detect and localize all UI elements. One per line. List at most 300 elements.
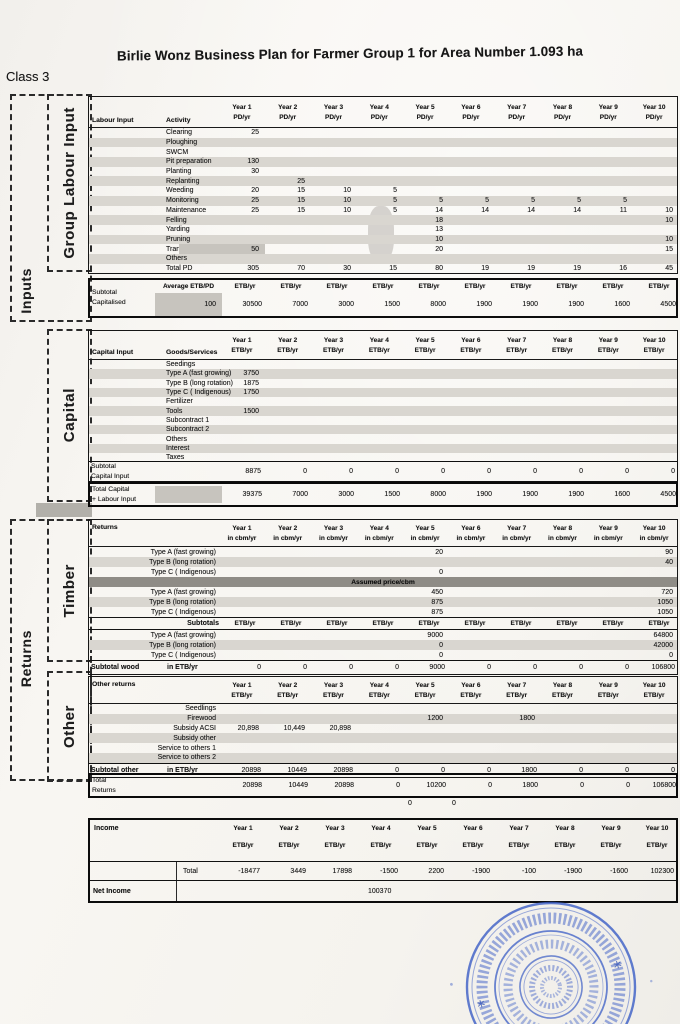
value-cell: 10449	[287, 766, 307, 774]
value-cell: 0	[579, 468, 583, 475]
other-returns-header	[89, 677, 677, 704]
table-row	[89, 167, 677, 177]
value-cell: -1600	[610, 867, 628, 875]
capital-box	[47, 329, 92, 502]
unit-cell: ETB/yr	[234, 283, 256, 290]
cell: 5	[531, 197, 535, 205]
cell: 1200	[427, 715, 443, 723]
value-cell: 0	[349, 468, 353, 475]
value-cell: 0	[625, 766, 629, 774]
year-header: Year 10 PD/yr	[642, 104, 666, 121]
year-header: Year 6 ETB/yr	[460, 337, 482, 354]
value-cell: 0	[441, 468, 445, 475]
subtotal-label: Subtotal	[92, 289, 117, 297]
year-header: Year 7 in cbm/yr	[502, 525, 532, 542]
row-label: Firewood	[187, 715, 216, 723]
cell: 10	[343, 187, 351, 195]
cell: 25	[251, 197, 259, 205]
table-row	[89, 186, 677, 196]
value-cell: -1500	[380, 867, 398, 875]
table-row	[89, 704, 677, 714]
table-row	[89, 157, 677, 167]
cell: 5	[393, 197, 397, 205]
returns-year-headers	[219, 520, 677, 546]
year-header: Year 9	[601, 825, 621, 832]
row-label: Type A (fast growing)	[150, 631, 216, 639]
year-header: Year 3	[325, 825, 345, 832]
row-label: Type B (long rotation)	[149, 558, 216, 566]
table-row	[89, 724, 677, 734]
value-cell: 1900	[522, 301, 538, 308]
labour-rows	[89, 128, 677, 273]
cell: 20	[251, 187, 259, 195]
table-row	[89, 650, 677, 660]
value-cell: 1800	[521, 766, 537, 774]
unit-cell: ETB/yr	[510, 283, 532, 290]
value-cell: 0	[671, 766, 675, 774]
unit-cell: ETB/yr	[554, 842, 576, 849]
value-cell: 4500	[660, 491, 676, 498]
value-cell: 1500	[384, 491, 400, 498]
unit-cell: ETB/yr	[416, 842, 438, 849]
value-cell: 1900	[476, 491, 492, 498]
capital-subtotal-row	[88, 461, 678, 482]
capital-col-header: Capital Input	[92, 349, 134, 356]
value-cell: 0	[487, 766, 491, 774]
capital-header	[89, 331, 677, 360]
unit-cell: ETB/yr	[370, 842, 392, 849]
year-header: Year 7 ETB/yr	[506, 682, 528, 699]
unit-cell: ETB/yr	[646, 842, 668, 849]
year-header: Year 10	[645, 825, 669, 832]
cell: 3750	[243, 370, 259, 378]
value-cell: 0	[349, 664, 353, 671]
cell: 19	[573, 264, 581, 272]
table-row	[89, 397, 677, 406]
unit-cell: ETB/yr	[232, 842, 254, 849]
value-cell: 8000	[430, 491, 446, 498]
row-label: Others	[166, 435, 188, 443]
unit-cell: ETB/yr	[648, 620, 670, 627]
average-etb-pd-header: Average ETB/PD	[162, 283, 215, 290]
labour-year-headers	[219, 97, 677, 127]
unit-cell: ETB/yr	[278, 842, 300, 849]
average-etb-pd-value: 100	[155, 293, 222, 316]
labour-header	[89, 97, 677, 128]
cell: 450	[431, 588, 443, 596]
cell: 5	[439, 197, 443, 205]
timber-volume-rows	[89, 547, 677, 577]
year-header: Year 4 ETB/yr	[368, 682, 390, 699]
row-label: Subcontract 2	[166, 426, 210, 434]
timber-price-rows	[89, 587, 677, 617]
cell: 0	[439, 568, 443, 576]
table-row	[89, 254, 677, 264]
unit-cell: ETB/yr	[600, 842, 622, 849]
table-row	[89, 360, 677, 369]
income-total-values	[220, 868, 680, 875]
svg-text:*: *	[475, 996, 489, 1017]
year-header: Year 2 ETB/yr	[277, 682, 299, 699]
assumed-price-band: Assumed price/cbm	[89, 577, 677, 587]
table-row	[89, 444, 677, 453]
cell: 1800	[519, 715, 535, 723]
subtotals-label: Subtotals	[187, 620, 219, 627]
value-cell: 0	[257, 664, 261, 671]
cell: 875	[431, 598, 443, 606]
cell: 0	[439, 651, 443, 659]
goods-services-header: Goods/Services	[166, 349, 218, 356]
cell: 25	[251, 206, 259, 214]
timber-box	[47, 519, 92, 662]
row-label: Seedings	[166, 361, 196, 369]
cell: 10	[665, 216, 673, 224]
value-cell: 3449	[290, 867, 306, 875]
total-returns-values	[222, 782, 680, 789]
returns-word-label: Returns	[92, 786, 116, 794]
row-label: Type C ( Indigenous)	[151, 568, 216, 576]
unit-cell: ETB/yr	[602, 620, 624, 627]
table-row	[89, 630, 677, 640]
unit-cell: ETB/yr	[326, 620, 348, 627]
year-header: Year 8 ETB/yr	[552, 682, 573, 699]
cell: 5	[577, 197, 581, 205]
cell: 70	[297, 264, 305, 272]
row-label: Weeding	[166, 187, 194, 195]
table-row	[89, 557, 677, 567]
capital-total-values	[222, 491, 680, 498]
cell: 15	[297, 197, 305, 205]
capital-label: Capital	[61, 388, 78, 443]
row-label: Type A (fast growing)	[166, 370, 232, 378]
row-label: Service to others 2	[157, 754, 216, 762]
cell: 1875	[243, 379, 259, 387]
subtotal-wood-values	[221, 664, 680, 671]
year-header: Year 6 ETB/yr	[460, 682, 482, 699]
cell: 90	[665, 548, 673, 556]
cell: 14	[435, 206, 443, 214]
value-cell: 10200	[426, 782, 446, 789]
row-label: Clearing	[166, 129, 193, 137]
value-cell: 106800	[651, 664, 675, 671]
other-label: Other	[61, 704, 78, 748]
table-row	[89, 138, 677, 148]
year-header: Year 7 PD/yr	[507, 104, 527, 121]
row-label: Pruning	[166, 235, 191, 243]
cell: 5	[485, 197, 489, 205]
row-label: Planting	[166, 168, 192, 176]
value-cell: 0	[533, 664, 537, 671]
subtotal-label: Subtotal	[91, 462, 116, 470]
returns-section-label: Returns	[92, 524, 118, 531]
unit-cell: ETB/yr	[372, 620, 394, 627]
year-header: Year 4	[371, 825, 391, 832]
row-label: Subsidy ACSI	[173, 724, 216, 732]
unit-cell: ETB/yr	[602, 283, 624, 290]
table-row	[89, 714, 677, 724]
cell: 720	[661, 588, 673, 596]
table-row	[89, 206, 677, 216]
income-header	[90, 820, 676, 861]
income-unit-row	[220, 842, 676, 849]
cell: 25	[297, 177, 305, 185]
cell: 40	[665, 558, 673, 566]
value-cell: 1800	[522, 782, 538, 789]
year-header: Year 5 ETB/yr	[414, 682, 436, 699]
subtotal-wood-row	[89, 660, 677, 674]
value-cell: 0	[395, 468, 399, 475]
row-label: Subsidy other	[173, 734, 216, 742]
table-row	[89, 743, 677, 753]
group-labour-label: Group Labour Input	[61, 107, 78, 259]
row-label: Subcontract 1	[166, 416, 210, 424]
value-cell: 10449	[288, 782, 308, 789]
unit-cell: ETB/yr	[372, 283, 394, 290]
row-label: Fertilizer	[166, 398, 193, 406]
cell: 20,898	[329, 724, 351, 732]
cell: 10	[343, 197, 351, 205]
table-row	[89, 147, 677, 157]
value-cell: 0	[488, 782, 492, 789]
timber-value-rows	[89, 630, 677, 660]
table-row	[89, 597, 677, 607]
value-cell: 0	[579, 664, 583, 671]
stray-zero: 0	[408, 800, 412, 807]
cell: 45	[665, 264, 673, 272]
year-header: Year 7 ETB/yr	[506, 337, 528, 354]
year-header: Year 5 ETB/yr	[414, 337, 436, 354]
value-cell: -1900	[472, 867, 490, 875]
other-year-headers	[219, 677, 677, 703]
cell: 20	[435, 245, 443, 253]
cell: 20,898	[237, 724, 259, 732]
cell: 10	[665, 235, 673, 243]
year-header: Year 7	[509, 825, 529, 832]
value-cell: 106800	[652, 782, 676, 789]
cell: 20	[435, 548, 443, 556]
table-row	[89, 640, 677, 650]
year-header: Year 2 in cbm/yr	[273, 525, 303, 542]
in-etb-label: in ETB/yr	[167, 664, 198, 671]
row-label: Others	[166, 255, 188, 263]
row-label: Seedlings	[185, 705, 216, 713]
year-header: Year 9 ETB/yr	[597, 337, 619, 354]
cell: 18	[435, 216, 443, 224]
value-cell: 0	[303, 664, 307, 671]
row-label: Interest	[166, 444, 190, 452]
value-cell: 1900	[568, 301, 584, 308]
official-stamp-icon	[443, 891, 663, 1024]
income-year-row	[220, 820, 676, 832]
cell: 14	[481, 206, 489, 214]
year-header: Year 3 ETB/yr	[323, 337, 344, 354]
row-label: SWCM	[166, 148, 189, 156]
table-row	[89, 196, 677, 206]
row-label: Pit preparation	[166, 158, 212, 166]
total-label: Total	[92, 776, 107, 784]
year-header: Year 1 ETB/yr	[231, 682, 253, 699]
timber-subtotals-header	[89, 617, 677, 630]
cell: 9000	[427, 631, 443, 639]
class-label: Class 3	[6, 69, 50, 84]
subtotals-unit-row	[222, 620, 680, 627]
cell: 10	[435, 235, 443, 243]
cell: 1750	[243, 389, 259, 397]
row-label: Service to others 1	[157, 744, 216, 752]
value-cell: 0	[671, 468, 675, 475]
value-cell: 20898	[242, 782, 262, 789]
year-header: Year 3 ETB/yr	[323, 682, 344, 699]
year-header: Year 1 PD/yr	[232, 104, 252, 121]
cell: 5	[623, 197, 627, 205]
cell: 15	[389, 264, 397, 272]
value-cell: -18477	[238, 867, 260, 875]
value-cell: 4500	[660, 301, 676, 308]
value-cell: 0	[626, 782, 630, 789]
cell: 80	[435, 264, 443, 272]
year-header: Year 6 in cbm/yr	[456, 525, 486, 542]
other-box	[47, 671, 92, 782]
unit-cell: ETB/yr	[326, 283, 348, 290]
subtotal-other-label: Subtotal other	[91, 766, 139, 774]
other-returns-table	[88, 676, 678, 778]
cell: 5	[393, 206, 397, 214]
document-title: Birlie Wonz Business Plan for Farmer Group 1 for Area Number 1.093 ha	[116, 43, 584, 64]
year-header: Year 8	[555, 825, 575, 832]
highlight-cell	[155, 486, 222, 503]
cell: 19	[527, 264, 535, 272]
cell: 30	[343, 264, 351, 272]
cell: 10	[343, 206, 351, 214]
income-total-row	[90, 861, 676, 880]
cell: 15	[665, 245, 673, 253]
year-header: Year 5	[417, 825, 437, 832]
year-header: Year 10 in cbm/yr	[639, 525, 669, 542]
value-cell: 7000	[292, 491, 308, 498]
value-cell: 0	[625, 468, 629, 475]
cell: 0	[439, 641, 443, 649]
value-cell: 0	[579, 766, 583, 774]
cell: 50	[219, 244, 265, 254]
group-labour-box	[47, 94, 92, 272]
cell: 1050	[657, 608, 673, 616]
year-header: Year 3 PD/yr	[323, 104, 344, 121]
table-row	[89, 176, 677, 186]
unit-cell: ETB/yr	[324, 842, 346, 849]
value-cell: 0	[395, 664, 399, 671]
cell: 64800	[653, 631, 673, 639]
unit-cell: ETB/yr	[464, 620, 486, 627]
capital-total-row	[88, 482, 678, 507]
value-cell: -100	[521, 867, 536, 875]
unit-cell: ETB/yr	[418, 283, 440, 290]
year-header: Year 8 ETB/yr	[552, 337, 573, 354]
row-label: Ploughing	[166, 139, 198, 147]
cell: 14	[527, 206, 535, 214]
plus-labour-label: + Labour Input	[92, 495, 137, 503]
year-header: Year 10 ETB/yr	[642, 682, 666, 699]
row-label: Yarding	[166, 226, 190, 234]
unit-cell: ETB/yr	[556, 283, 578, 290]
unit-cell: ETB/yr	[280, 283, 302, 290]
cell: 5	[393, 187, 397, 195]
cell: 15	[297, 206, 305, 214]
scan-smudge	[36, 503, 92, 517]
net-income-label: Net Income	[90, 881, 177, 901]
table-row	[89, 416, 677, 425]
cell: 0	[669, 651, 673, 659]
cell: 19	[481, 264, 489, 272]
row-label: Type C ( Indigenous)	[151, 608, 216, 616]
returns-header	[89, 520, 677, 547]
value-cell: 0	[487, 468, 491, 475]
value-cell: 3000	[338, 491, 354, 498]
cell: 130	[247, 158, 259, 166]
year-header: Year 4 in cbm/yr	[364, 525, 394, 542]
in-etb-label: in ETB/yr	[167, 766, 198, 774]
year-header: Year 1 in cbm/yr	[227, 525, 257, 542]
table-row	[89, 567, 677, 577]
cell: 10	[665, 206, 673, 214]
value-cell: 8875	[245, 468, 261, 475]
subtotal-values	[222, 301, 680, 308]
row-label: Type C ( Indigenous)	[166, 389, 231, 397]
capital-table	[88, 330, 678, 462]
value-cell: 1500	[384, 301, 400, 308]
returns-label: Returns	[18, 629, 34, 687]
labour-col-header: Labour Input	[92, 117, 134, 124]
unit-cell: ETB/yr	[648, 283, 670, 290]
value-cell: 1600	[614, 301, 630, 308]
cell: 15	[297, 187, 305, 195]
table-row	[89, 547, 677, 557]
stray-zero: 0	[452, 800, 456, 807]
capitalised-label: Capitalised	[92, 299, 126, 306]
value-cell: 8000	[430, 301, 446, 308]
cell: 875	[431, 608, 443, 616]
row-label: Total PD	[166, 264, 193, 272]
cell: 13	[435, 226, 443, 234]
value-cell: 0	[395, 766, 399, 774]
value-cell: 3000	[338, 301, 354, 308]
year-header: Year 3 in cbm/yr	[319, 525, 348, 542]
year-header: Year 1	[233, 825, 253, 832]
table-row	[89, 235, 677, 245]
unit-cell: ETB/yr	[464, 283, 486, 290]
value-cell: -1900	[564, 867, 582, 875]
timber-returns-table	[88, 519, 678, 675]
value-cell: 2200	[428, 867, 444, 875]
value-cell: 0	[625, 664, 629, 671]
table-row	[89, 607, 677, 617]
unit-cell: ETB/yr	[418, 620, 440, 627]
cell: 25	[251, 129, 259, 137]
row-label: Monitoring	[166, 197, 199, 205]
value-cell: 9000	[429, 664, 445, 671]
table-row	[89, 388, 677, 397]
income-label: Income	[94, 825, 119, 832]
net-income-value: 100370	[368, 887, 392, 895]
capital-rows	[89, 360, 677, 462]
year-header: Year 9 in cbm/yr	[593, 525, 623, 542]
unit-cell: ETB/yr	[234, 620, 256, 627]
total-capital-label: Total Capital	[92, 485, 130, 493]
year-header: Year 1 ETB/yr	[231, 337, 253, 354]
cell: 305	[247, 264, 259, 272]
unit-cell: ETB/yr	[508, 842, 530, 849]
capital-subtotal-values	[221, 468, 680, 475]
table-row	[89, 128, 677, 138]
